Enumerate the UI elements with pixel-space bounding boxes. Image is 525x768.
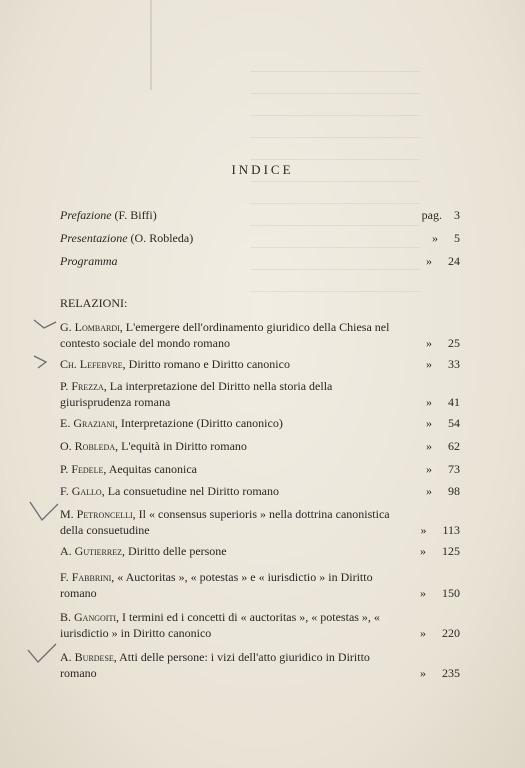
entry-title: L'equità in Diritto romano <box>121 439 247 453</box>
entry-title: Atti delle persone: i vizi dell'atto giuridico in Diritto romano <box>60 650 370 680</box>
toc-front-prefazione <box>60 207 460 223</box>
toc-entry <box>60 609 460 641</box>
page-marker: » <box>432 231 438 245</box>
page-crease <box>150 0 152 90</box>
section-heading: RELAZIONI: <box>60 296 128 310</box>
toc-entry <box>60 438 460 454</box>
page-marker: » <box>420 544 426 558</box>
entry-author: O. Robleda, <box>60 439 119 453</box>
toc-front-programma <box>60 253 460 269</box>
page-marker: » <box>426 484 432 498</box>
entry-author: F. Gallo, <box>60 484 105 498</box>
toc-entry <box>60 319 460 351</box>
page-number: 33 <box>448 357 460 371</box>
page-number: 73 <box>448 462 460 476</box>
page-number: 54 <box>448 416 460 430</box>
page-marker: » <box>426 336 432 350</box>
toc-entry <box>60 483 460 499</box>
page-number: 98 <box>448 484 460 498</box>
page-number: 24 <box>448 254 460 268</box>
entry-author: P. Frezza, <box>60 379 107 393</box>
page-marker: » <box>420 666 426 680</box>
page-number: 235 <box>442 666 460 680</box>
entry-author: M. Petroncelli, <box>60 507 136 521</box>
page-number: 150 <box>442 586 460 600</box>
page-marker: » <box>420 626 426 640</box>
entry-title: Aequitas canonica <box>108 462 197 476</box>
index-title: INDICE <box>231 162 294 177</box>
entry-title: L'emergere dell'ordinamento giuridico della Chiesa nel contesto sociale del mondo romano <box>60 320 390 350</box>
entry-author: B. Gangoiti, <box>60 610 119 624</box>
toc-entry <box>60 506 460 538</box>
page-marker: » <box>426 439 432 453</box>
entry-title: La consuetudine nel Diritto romano <box>107 484 280 498</box>
page-marker: » <box>426 416 432 430</box>
front-author: (F. Biffi) <box>114 208 157 222</box>
entry-author: P. Fedele, <box>60 462 107 476</box>
entry-title: Interpretazione (Diritto canonico) <box>120 416 283 430</box>
toc-entry <box>60 543 460 559</box>
entry-author: A. Burdese, <box>60 650 117 664</box>
toc-front-presentazione <box>60 230 460 246</box>
page-number: 220 <box>442 626 460 640</box>
page-marker: » <box>420 586 426 600</box>
page-number: 125 <box>442 544 460 558</box>
entry-author: F. Fabbrini, <box>60 570 115 584</box>
page-marker: » <box>420 523 427 537</box>
pencil-check-mark <box>30 352 60 372</box>
pencil-check-mark <box>26 498 60 528</box>
page-marker: » <box>426 357 432 371</box>
entry-author: E. Graziani, <box>60 416 118 430</box>
page-number: 62 <box>448 439 460 453</box>
front-label: Prefazione <box>60 208 112 222</box>
front-label: Programma <box>60 254 118 268</box>
toc-entry <box>60 378 460 410</box>
show-through-text <box>250 60 420 310</box>
page-marker: pag. <box>421 208 442 222</box>
page-marker: » <box>426 395 432 409</box>
toc-entry <box>60 415 460 431</box>
page-number: 5 <box>454 231 460 245</box>
entry-title: I termini ed i concetti di « auctoritas », « potestas », « iurisdictio » in Diritto canonico <box>60 610 380 640</box>
toc-entry <box>60 356 460 372</box>
page-marker: » <box>426 254 432 268</box>
front-author: (O. Robleda) <box>130 231 194 245</box>
toc-entry <box>60 569 460 601</box>
entry-author: Ch. Lefebvre, <box>60 357 126 371</box>
pencil-check-mark <box>24 640 60 670</box>
page-number: 113 <box>442 523 460 537</box>
front-label: Presentazione <box>60 231 128 245</box>
entry-author: A. Gutierrez, <box>60 544 125 558</box>
page-marker: » <box>426 462 432 476</box>
entry-title: Diritto delle persone <box>128 544 227 558</box>
toc-entry <box>60 649 460 681</box>
entry-title: Il « consensus superioris » nella dottrina canonistica della consuetudine <box>60 507 390 537</box>
page-number: 3 <box>454 208 460 222</box>
pencil-check-mark <box>28 314 58 340</box>
toc-entry <box>60 461 460 477</box>
entry-title: « Auctoritas », « potestas » e « iurisdictio » in Diritto romano <box>60 570 373 600</box>
entry-author: G. Lombardi, <box>60 320 123 334</box>
entry-title: La interpretazione del Diritto nella storia della giurisprudenza romana <box>60 379 333 409</box>
entry-title: Diritto romano e Diritto canonico <box>128 357 290 371</box>
page-number: 41 <box>448 395 460 409</box>
page-number: 25 <box>448 336 460 350</box>
